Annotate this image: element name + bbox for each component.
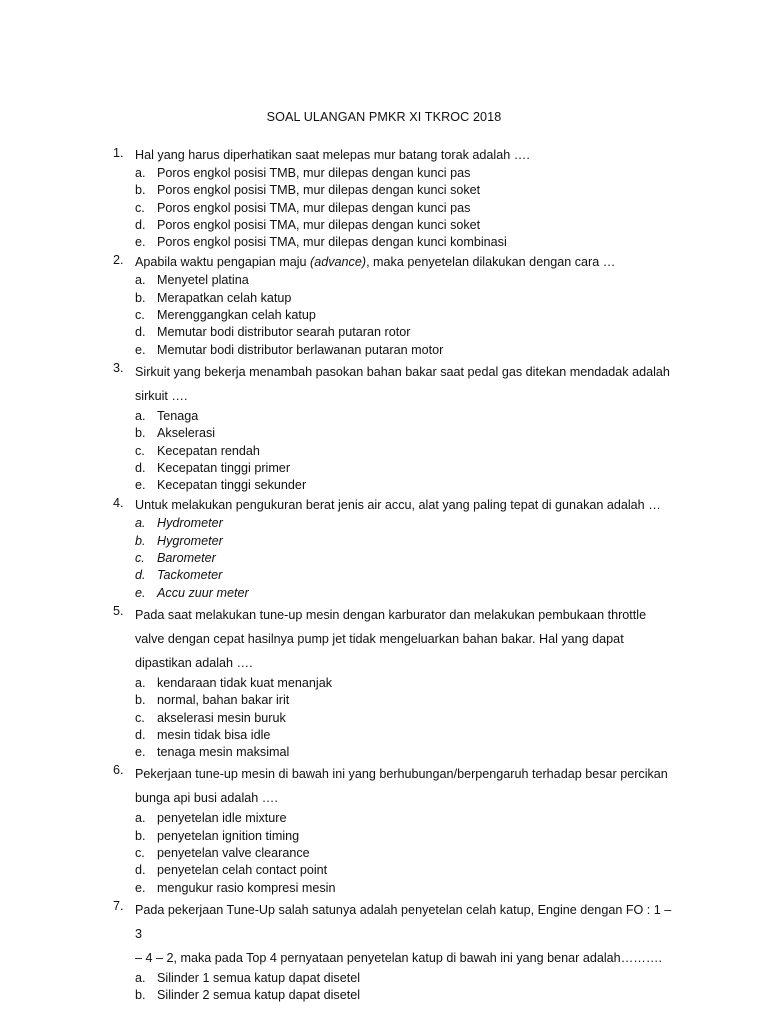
option-b: b. Merapatkan celah katup <box>135 290 292 305</box>
option-list <box>135 408 673 494</box>
option-c: c. Barometer <box>135 551 216 566</box>
question-2 <box>113 252 673 358</box>
option-e: e. tenaga mesin maksimal <box>135 745 290 760</box>
option-a: a. Hydrometer <box>135 516 223 531</box>
option-a: a. Silinder 1 semua katup dapat disetel <box>135 970 361 985</box>
option-d: d. Memutar bodi distributor searah putaran rotor <box>135 325 411 340</box>
option-c: c. Kecepatan rendah <box>135 443 260 458</box>
question-text: Hal yang harus diperhatikan saat melepas mur batang torak adalah …. <box>135 148 530 162</box>
option-d: d. mesin tidak bisa idle <box>135 727 271 742</box>
option-list <box>135 165 673 251</box>
option-e: e. Memutar bodi distributor berlawanan putaran motor <box>135 342 444 357</box>
option-list <box>135 272 673 358</box>
option-list <box>135 810 673 896</box>
option-a: a. Tenaga <box>135 408 199 423</box>
option-e: e. Kecepatan tinggi sekunder <box>135 478 307 493</box>
question-text: Pada pekerjaan Tune-Up salah satunya adalah penyetelan celah katup, Engine dengan FO : 1 – 3 – 4 – 2, maka pada Top 4 pernyataan penyetelan katup di bawah ini yang benar adalah………. <box>135 902 672 965</box>
option-a: a. Poros engkol posisi TMB, mur dilepas dengan kunci pas <box>135 166 471 180</box>
option-b: b. normal, bahan bakar irit <box>135 693 290 708</box>
option-d: d. Kecepatan tinggi primer <box>135 460 291 475</box>
option-b: b. penyetelan ignition timing <box>135 828 300 843</box>
question-number: 1. <box>113 146 124 160</box>
option-e: e. Accu zuur meter <box>135 585 249 600</box>
option-c: c. Poros engkol posisi TMA, mur dilepas dengan kunci pas <box>135 200 471 215</box>
option-a: a. Menyetel platina <box>135 273 249 288</box>
option-a: a. kendaraan tidak kuat menanjak <box>135 675 333 690</box>
question-text: Apabila waktu pengapian maju (advance), maka penyetelan dilakukan dengan cara … <box>135 255 616 270</box>
question-7 <box>113 898 673 1005</box>
question-number: 2. <box>113 253 124 268</box>
question-number: 7. <box>113 898 124 913</box>
question-5 <box>113 603 673 761</box>
option-list <box>135 515 673 601</box>
option-list <box>135 675 673 761</box>
question-text: Pekerjaan tune-up mesin di bawah ini yang berhubungan/berpengaruh terhadap besar percikan bunga api busi adalah …. <box>135 767 668 806</box>
option-d: d. penyetelan celah contact point <box>135 863 328 878</box>
question-6 <box>113 762 673 896</box>
option-a: a. penyetelan idle mixture <box>135 811 287 826</box>
option-b: b. Hygrometer <box>135 533 223 548</box>
option-e: e. Poros engkol posisi TMA, mur dilepas dengan kunci kombinasi <box>135 235 507 250</box>
option-c: c. Merenggangkan celah katup <box>135 308 316 323</box>
option-e: e. mengukur rasio kompresi mesin <box>135 880 336 895</box>
question-number: 6. <box>113 763 124 778</box>
option-list <box>135 970 673 1005</box>
question-list <box>113 145 673 1005</box>
option-b: b. Akselerasi <box>135 426 216 441</box>
question-4 <box>113 495 673 601</box>
document-title: SOAL ULANGAN PMKR XI TKROC 2018 <box>266 110 502 124</box>
question-number: 4. <box>113 496 124 511</box>
question-3 <box>113 360 673 494</box>
question-1 <box>113 145 673 251</box>
option-d: d. Poros engkol posisi TMA, mur dilepas dengan kunci soket <box>135 217 481 232</box>
question-text: Pada saat melakukan tune-up mesin dengan karburator dan melakukan pembukaan throttle valve dengan cepat hasilnya pump jet tidak mengeluarkan bahan bakar. Hal yang dapat dipastikan adalah …. <box>135 607 647 670</box>
question-text: Sirkuit yang bekerja menambah pasokan bahan bakar saat pedal gas ditekan mendadak adalah sirkuit …. <box>135 364 670 403</box>
question-number: 5. <box>113 603 124 618</box>
question-text: Untuk melakukan pengukuran berat jenis air accu, alat yang paling tepat di gunakan adalah … <box>135 498 661 513</box>
question-number: 3. <box>113 360 124 375</box>
option-b: b. Poros engkol posisi TMB, mur dilepas dengan kunci soket <box>135 183 481 198</box>
option-d: d. Tackometer <box>135 568 223 583</box>
option-c: c. penyetelan valve clearance <box>135 846 310 861</box>
option-b: b. Silinder 2 semua katup dapat disetel <box>135 988 361 1003</box>
option-c: c. akselerasi mesin buruk <box>135 710 286 725</box>
